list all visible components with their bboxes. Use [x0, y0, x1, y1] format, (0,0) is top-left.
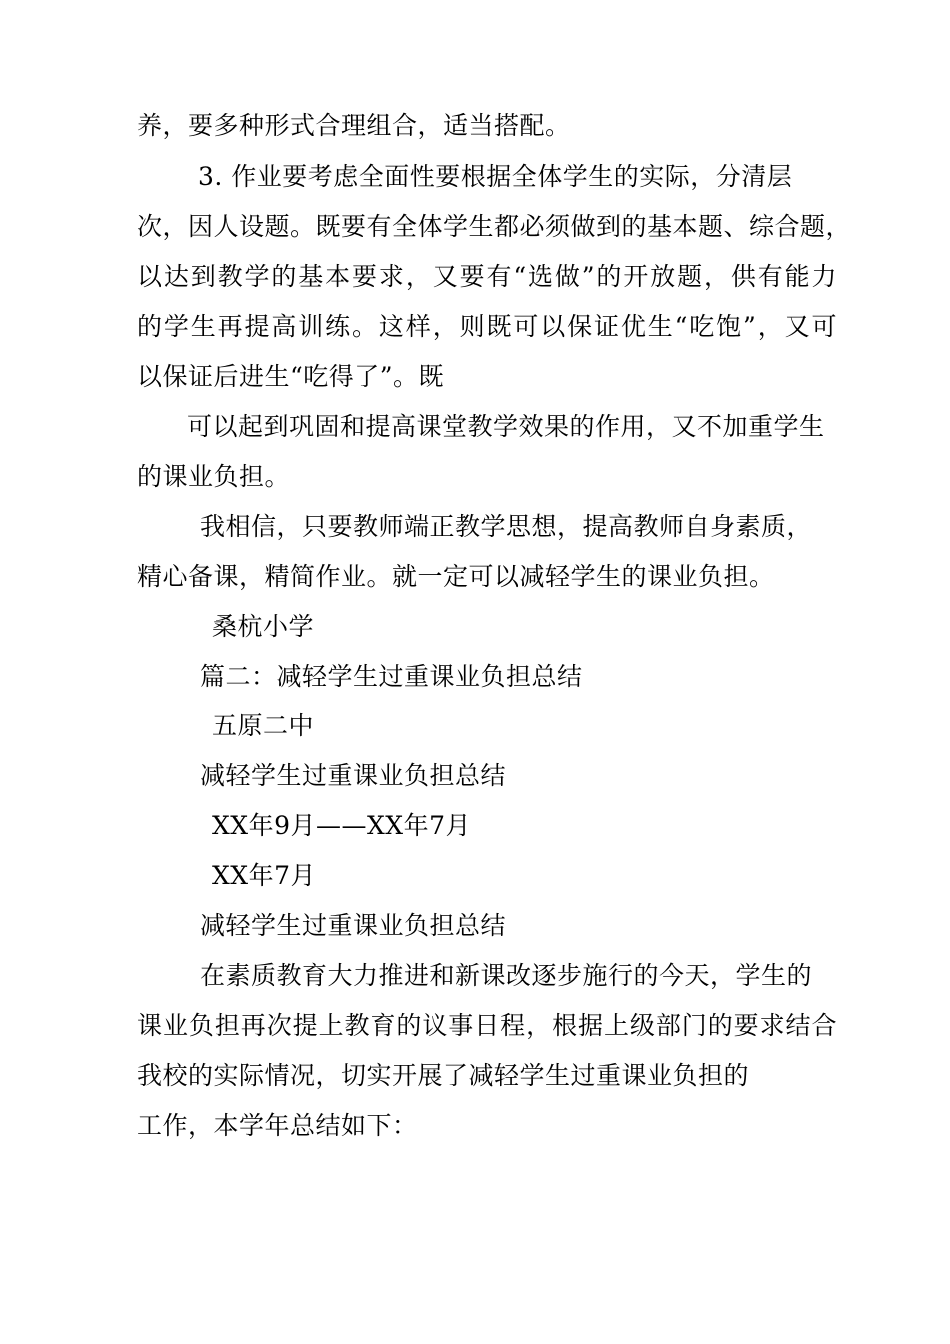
summary-title-2: 减轻学生过重课业负担总结 [200, 911, 507, 940]
section-title: 篇二：减轻学生过重课业负担总结 [200, 662, 583, 691]
paragraph-2-line-5: 以保证后进生“吃得了”。既 [137, 362, 445, 391]
paragraph-5-line-1: 在素质教育大力推进和新课改逐步施行的今天，学生的 [200, 961, 813, 990]
paragraph-5-line-3: 我校的实际情况，切实开展了减轻学生过重课业负担的 [137, 1061, 750, 1090]
paragraph-5-line-4: 工作，本学年总结如下： [137, 1111, 418, 1140]
paragraph-1-line-1: 养，要多种形式合理组合，适当搭配。 [137, 111, 571, 140]
school-name-2: 五原二中 [212, 711, 315, 740]
paragraph-3-line-2: 的课业负担。 [137, 462, 291, 491]
paragraph-2-line-4: 的学生再提高训练。这样，则既可以保证优生“吃饱”，又可 [137, 312, 837, 341]
paragraph-5-line-2: 课业负担再次提上教育的议事日程，根据上级部门的要求结合 [137, 1011, 837, 1040]
paragraph-4-line-1: 我相信，只要教师端正教学思想，提高教师自身素质， [200, 512, 813, 541]
period: XX年9月——XX年7月 [212, 811, 472, 840]
school-name-1: 桑杭小学 [212, 612, 315, 641]
paragraph-2-line-3: 以达到教学的基本要求，又要有“选做”的开放题，供有能力 [137, 262, 837, 291]
summary-title-1: 减轻学生过重课业负担总结 [200, 761, 507, 790]
paragraph-3-line-1: 可以起到巩固和提高课堂教学效果的作用，又不加重学生 [187, 412, 825, 441]
paragraph-2-line-1: 3. 作业要考虑全面性要根据全体学生的实际，分清层 [198, 162, 793, 191]
date: XX年7月 [212, 861, 317, 890]
paragraph-4-line-2: 精心备课，精简作业。就一定可以减轻学生的课业负担。 [137, 562, 775, 591]
paragraph-2-line-2: 次，因人设题。既要有全体学生都必须做到的基本题、综合题， [137, 212, 852, 241]
